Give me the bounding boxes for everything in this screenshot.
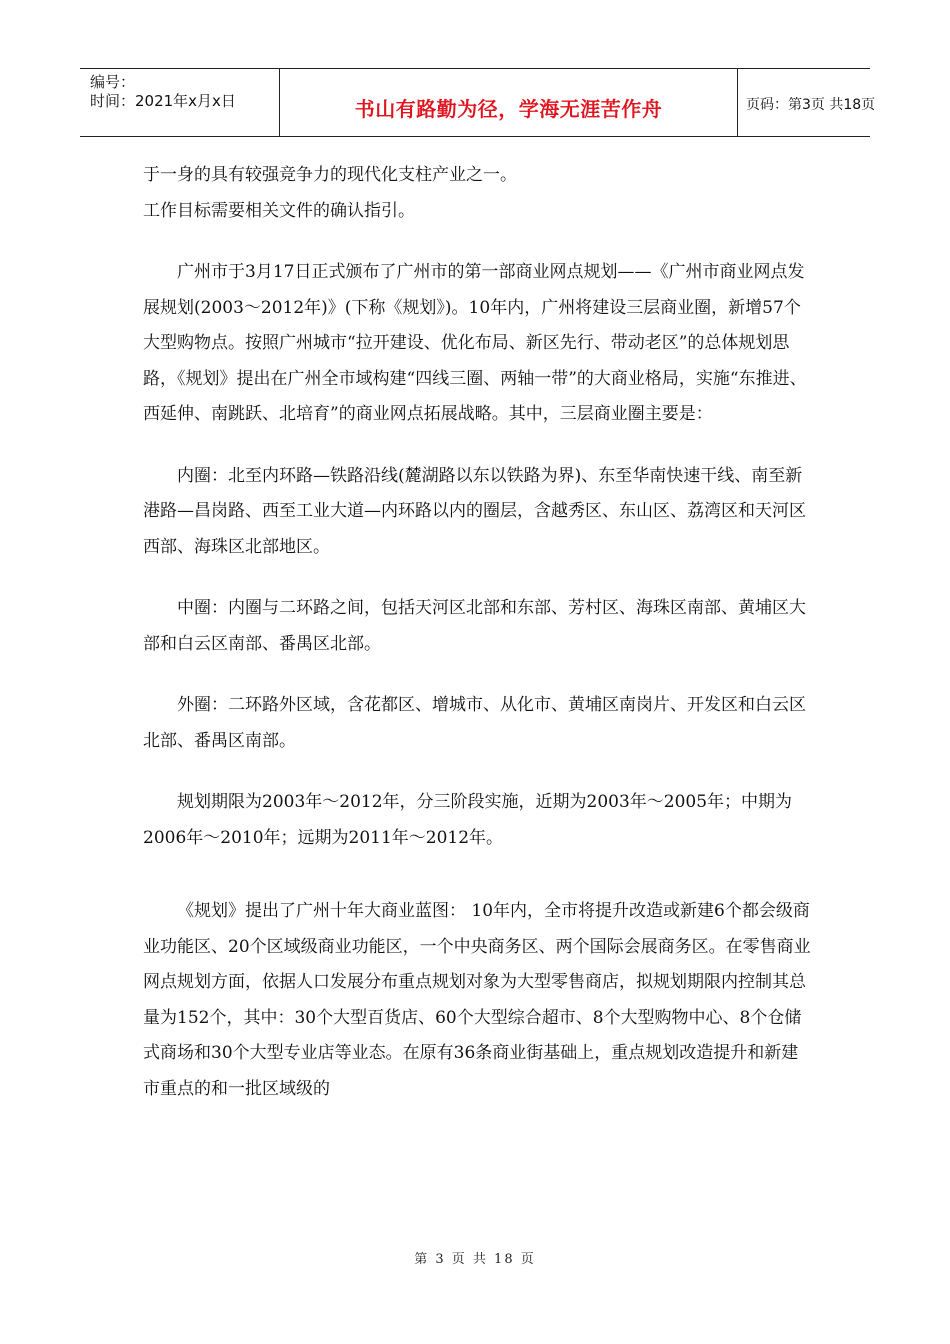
header-motto-cell <box>280 69 738 136</box>
header-page-cell <box>738 69 876 136</box>
paragraph: 外圈：二环路外区域，含花都区、增城市、从化市、黄埔区南岗片、开发区和白云区北部、番禺区南部。 <box>143 695 806 751</box>
page-header <box>80 68 876 137</box>
number-label: 编号： <box>90 73 136 91</box>
paragraph: 《规划》提出了广州十年大商业蓝图： 10年内，全市将提升改造或新建6个都会级商业功能区、20个区域级商业功能区，一个中央商务区、两个国际会展商务区。在零售商业网点规划方面，依据人口发展分布重点规划对象为大型零售商店，拟规划期限内控制其总量为152个，其中：30个大型百货店、60个大型综合超市、8个大型购物中心、8个仓储式商场和30个大型专业店等业态。在原有36条商业街基础上，重点规划改造提升和新建市重点的和一批区域级的 <box>143 901 811 1099</box>
paragraph: 规划期限为2003年～2012年，分三阶段实施，近期为2003年～2005年；中期为2006年～2010年；远期为2011年～2012年。 <box>143 792 793 848</box>
paragraph: 广州市于3月17日正式颁布了广州市的第一部商业网点规划——《广州市商业网点发展规划(2003～2012年)》(下称《规划》)。10年内，广州将建设三层商业圈，新增57个大型购物点。按照广州城市“拉开建设、优化布局、新区先行、带动老区”的总体规划思路，《规划》提出在广州全市域构建“四线三圈、两轴一带”的大商业格局，实施“东推进、西延伸、南跳跃、北培育”的商业网点拓展战略。其中，三层商业圈主要是： <box>143 262 807 424</box>
page-label: 页码：第3页 共18页 <box>746 97 876 113</box>
paragraph: 中圈：内圈与二环路之间，包括天河区北部和东部、芳村区、海珠区南部、黄埔区大部和白云区南部、番禺区北部。 <box>143 598 806 654</box>
document-body <box>143 158 813 1107</box>
header-info-cell <box>80 69 280 136</box>
motto-text: 书山有路勤为径，学海无涯苦作舟 <box>354 97 663 121</box>
paragraph: 内圈：北至内环路—铁路沿线(麓湖路以东以铁路为界)、东至华南快速干线、南至新港路—昌岗路、西至工业大道—内环路以内的圈层，含越秀区、东山区、荔湾区和天河区西部、海珠区北部地区。 <box>143 465 806 557</box>
paragraph: 于一身的具有较强竞争力的现代化支柱产业之一。 <box>143 165 517 185</box>
time-label: 时间：2021年x月x日 <box>90 92 236 110</box>
page-footer: 第 3 页 共 18 页 <box>414 1252 536 1267</box>
paragraph: 工作目标需要相关文件的确认指引。 <box>143 200 415 221</box>
